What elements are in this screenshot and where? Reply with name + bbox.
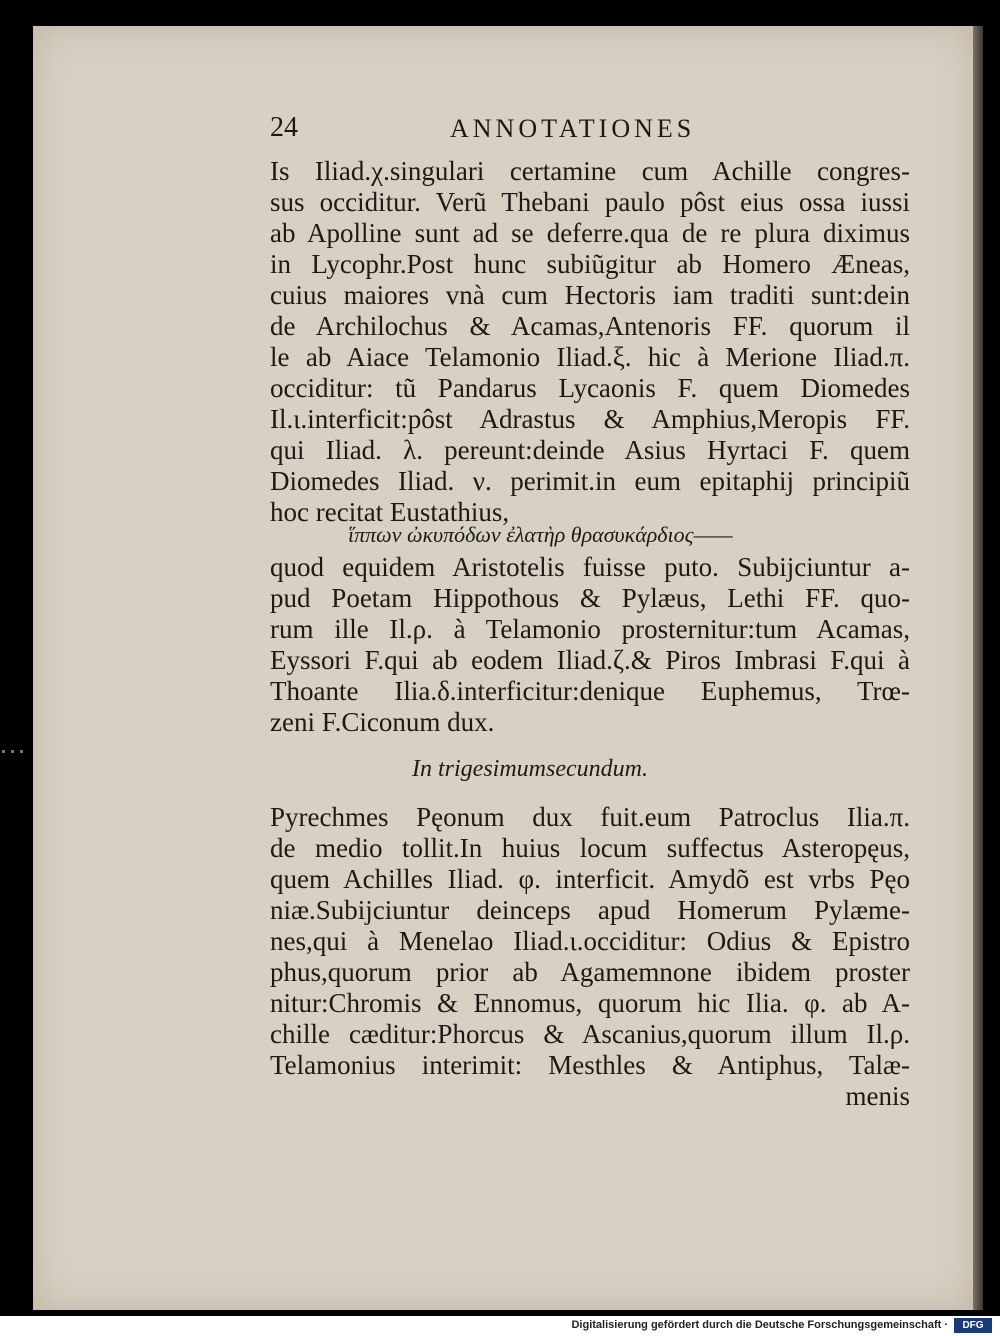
text-line: occiditur: tũ Pandarus Lycaonis F. quem Diomedes [270, 373, 910, 403]
text-line: Diomedes Iliad. ν. perimit.in eum epitaphij principiũ [270, 466, 910, 496]
text-line: Thoante Ilia.δ.interficitur:denique Euphemus, Trœ- [270, 676, 910, 706]
text-line: nitur:Chromis & Ennomus, quorum hic Ilia. φ. ab A- [270, 988, 910, 1018]
text-line: phus,quorum prior ab Agamemnone ibidem proster [270, 957, 910, 987]
text-line: qui Iliad. λ. pereunt:deinde Asius Hyrtaci F. quem [270, 435, 910, 465]
page-number: 24 [270, 112, 298, 143]
text-line: Is Iliad.χ.singulari certamine cum Achille congres- [270, 156, 910, 186]
text-line: niæ.Subijciuntur deinceps apud Homerum Pylæme- [270, 895, 910, 925]
text-line: zeni F.Ciconum dux. [270, 707, 495, 737]
text-line: rum ille Il.ρ. à Telamonio prosternitur:tum Acamas, [270, 614, 910, 644]
running-head-title: ANNOTATIONES [450, 114, 696, 143]
margin-dots [2, 740, 32, 744]
text-line: sus occiditur. Verũ Thebani paulo pôst eius ossa iussi [270, 187, 910, 217]
text-line: Pyrechmes Pęonum dux fuit.eum Patroclus Ilia.π. [270, 802, 910, 832]
text-line: nes,qui à Menelao Iliad.ι.occiditur: Odius & Epistro [270, 926, 910, 956]
paragraph-3 [270, 802, 910, 1112]
paragraph-2 [270, 552, 910, 738]
text-line: pud Poetam Hippothous & Pylæus, Lethi FF. quo- [270, 583, 910, 613]
page-edge [973, 26, 983, 1310]
text-line: le ab Aiace Telamonio Iliad.ξ. hic à Merione Iliad.π. [270, 342, 910, 372]
text-line: chille cæditur:Phorcus & Ascanius,quorum illum Il.ρ. [270, 1019, 910, 1049]
running-head [270, 112, 910, 152]
greek-verse: ἵππων ὠκυπόδων ἐλατὴρ θρασυκάρδιος—— [348, 522, 733, 547]
dfg-logo: DFG [954, 1318, 992, 1333]
text-line: quem Achilles Iliad. φ. interficit. Amydõ est vrbs Pęo [270, 864, 910, 894]
section-heading: In trigesimumsecundum. [412, 756, 648, 782]
text-line: de Archilochus & Acamas,Antenoris FF. quorum il [270, 311, 910, 341]
text-line: de medio tollit.In huius locum suffectus Asteropęus, [270, 833, 910, 863]
catchword: menis [845, 1081, 910, 1111]
text-line: ab Apolline sunt ad se deferre.qua de re plura diximus [270, 218, 910, 248]
digitization-footer [0, 1316, 1000, 1336]
text-line: cuius maiores vnà cum Hectoris iam traditi sunt:dein [270, 280, 910, 310]
text-line: Telamonius interimit: Mesthles & Antiphus, Talæ- [270, 1050, 910, 1080]
footer-credit: Digitalisierung gefördert durch die Deutsche Forschungsgemeinschaft · [571, 1319, 948, 1331]
text-line: Il.ι.interficit:pôst Adrastus & Amphius,Meropis FF. [270, 404, 910, 434]
paragraph-1 [270, 156, 910, 528]
text-line: Eyssori F.qui ab eodem Iliad.ζ.& Piros Imbrasi F.qui à [270, 645, 910, 675]
text-line: in Lycophr.Post hunc subiũgitur ab Homero Æneas, [270, 249, 910, 279]
text-line: quod equidem Aristotelis fuisse puto. Subijciuntur a- [270, 552, 910, 582]
text-line: hoc recitat Eustathius, [270, 497, 510, 527]
